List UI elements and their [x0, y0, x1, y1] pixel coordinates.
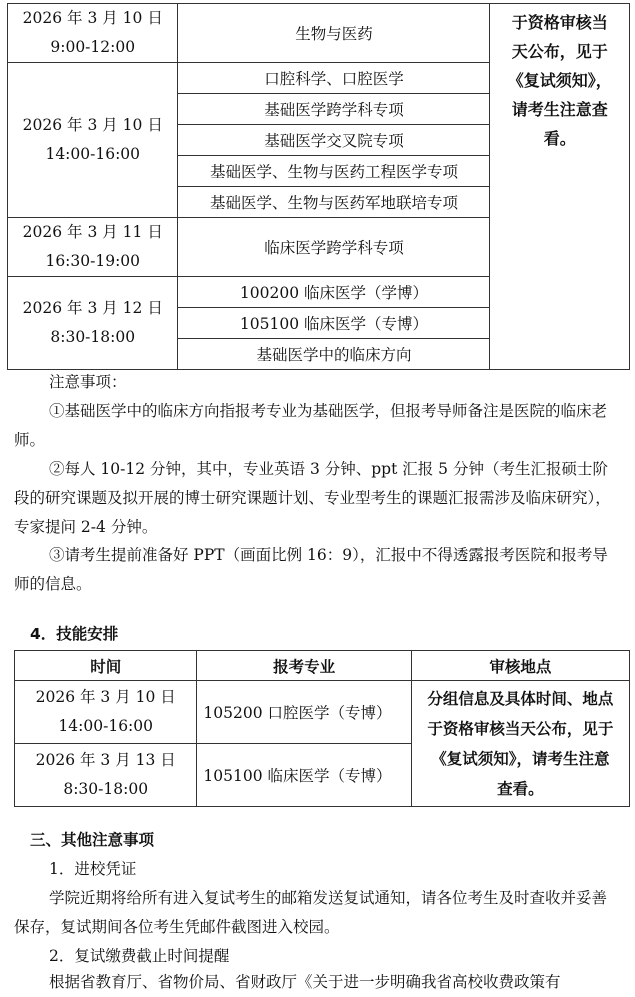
major-cell: 100200 临床医学（学博）: [178, 277, 490, 308]
review-location-note: 分组信息及具体时间、地点 于资格审核当天公布，见于 《复试须知》，请考生注意 查看。: [411, 681, 629, 807]
schedule-table-1: [7, 3, 630, 370]
datetime-cell: 2026 年 3 月 11 日 16:30-19:00: [8, 218, 178, 277]
major-cell: 基础医学交叉院专项: [178, 125, 490, 156]
major-cell: 105200 口腔医学（专博）: [197, 681, 411, 744]
column-header-time: 时间: [15, 651, 197, 681]
major-cell: 临床医学跨学科专项: [178, 218, 490, 277]
subsection-title: 1．进校凭证: [49, 860, 137, 878]
major-cell: 基础医学中的临床方向: [178, 339, 490, 370]
table-row: [15, 681, 630, 744]
table-header-row: [15, 651, 630, 681]
review-location-note: 于资格审核当 天公布，见于 《复试须知》， 请考生注意查 看。: [490, 4, 630, 370]
major-cell: 105100 临床医学（专博）: [197, 744, 411, 807]
paragraph: 学院近期将给所有进入复试考生的邮箱发送复试通知，请各位考生及时查收并妥善保存，复试期间各位考生凭邮件截图进入校园。: [14, 889, 608, 936]
datetime-cell: 2026 年 3 月 12 日 8:30-18:00: [8, 277, 178, 370]
paragraph: 根据省教育厅、省物价局、省财政厅《关于进一步明确我省高校收费政策有: [49, 973, 561, 991]
table-row: [8, 4, 630, 63]
major-cell: 口腔科学、口腔医学: [178, 63, 490, 94]
major-cell: 生物与医药: [178, 4, 490, 63]
major-cell: 基础医学、生物与医药军地联培专项: [178, 187, 490, 218]
notes-heading: 注意事项：: [49, 373, 127, 391]
datetime-cell: 2026 年 3 月 10 日 9:00-12:00: [8, 4, 178, 63]
major-cell: 基础医学跨学科专项: [178, 94, 490, 125]
section-4-title: 4．技能安排: [30, 625, 119, 643]
skills-schedule-table: [14, 650, 630, 807]
subsection-title: 2．复试缴费截止时间提醒: [49, 947, 230, 965]
column-header-major: 报考专业: [197, 651, 411, 681]
column-header-location: 审核地点: [411, 651, 629, 681]
section-3-title: 三、其他注意事项: [30, 831, 155, 849]
note-item: ②每人 10-12 分钟，其中，专业英语 3 分钟、ppt 汇报 5 分钟（考生汇报硕士阶段的研究课题及拟开展的博士研究课题计划、专业型考生的课题汇报需涉及临床研究），专家提问 2-4 分钟。: [14, 460, 611, 536]
major-cell: 105100 临床医学（专博）: [178, 308, 490, 339]
datetime-cell: 2026 年 3 月 10 日 14:00-16:00: [8, 63, 178, 218]
datetime-cell: 2026 年 3 月 10 日 14:00-16:00: [15, 681, 197, 744]
major-cell: 基础医学、生物与医药工程医学专项: [178, 156, 490, 187]
note-item: ③请考生提前准备好 PPT（画面比例 16：9），汇报中不得透露报考医院和报考导师的信息。: [14, 546, 608, 593]
note-item: ①基础医学中的临床方向指报考专业为基础医学，但报考导师备注是医院的临床老师。: [14, 402, 608, 449]
datetime-cell: 2026 年 3 月 13 日 8:30-18:00: [15, 744, 197, 807]
